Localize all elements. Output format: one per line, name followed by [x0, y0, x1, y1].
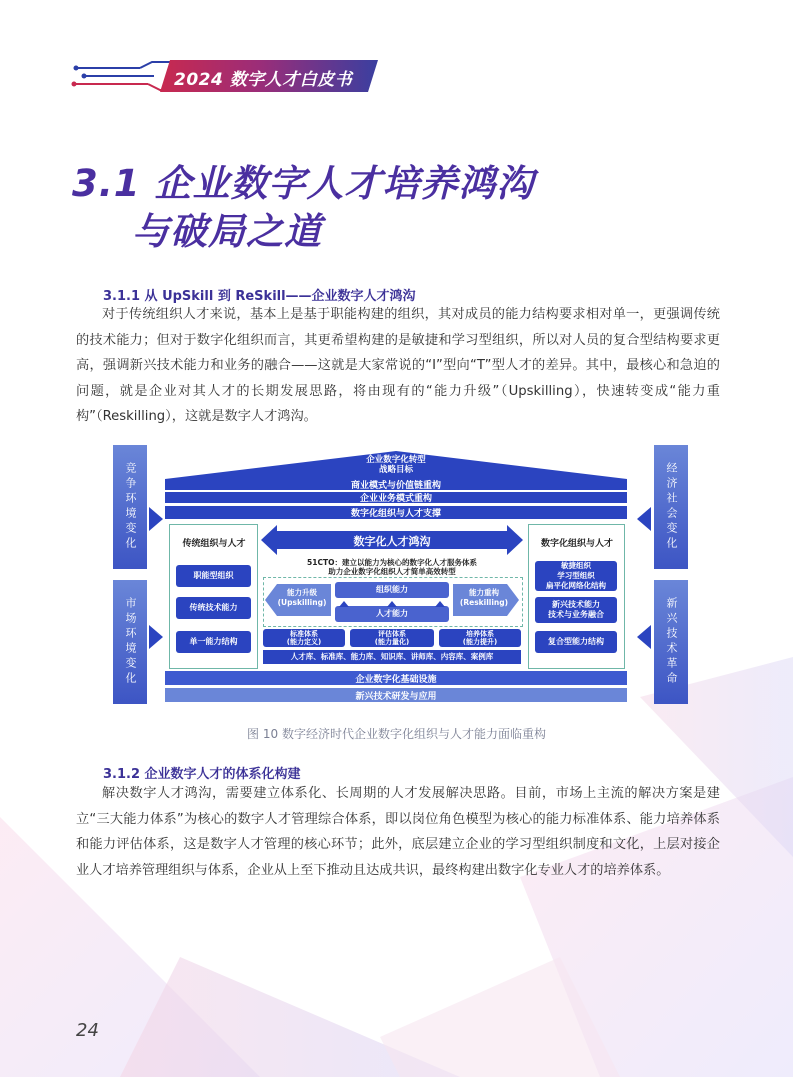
reskill-label: 能力重构 (Reskilling): [459, 588, 509, 607]
roof-line-1: 企业数字化转型: [366, 455, 426, 465]
side-label-left-top: 竞争环境变化: [113, 445, 147, 569]
libraries-bar: 人才库、标准库、能力库、知识库、讲师库、内容库、案例库: [263, 650, 521, 664]
section-heading-1: 3.1.1 从 UpSkill 到 ReSkill——企业数字人才鸿沟: [103, 289, 416, 304]
org-capability: 组织能力: [335, 582, 449, 598]
section-paragraph-2: 解决数字人才鸿沟，需要建立体系化、长周期的人才发展解决思路。目前，市场上主流的解决方案是建立“三大能力体系”为核心的数字人才管理综合体系，即以岗位角色模型为核心的能力标准体系、能力培养体系和能力评估体系，这是数字人才管理的核心环节；此外，底层建立企业的学习型组织制度和文化，上层对接企业人才培养管理组织与体系，企业从上至下推动且达成共识，最终构建出数字化专业人才的培养体系。: [76, 786, 720, 878]
center-line-1: 51CTO：建立以能力为核心的数字化人才服务体系: [307, 558, 477, 567]
banner-text: 2024 数字人才白皮书: [174, 70, 353, 90]
arrow-left-icon: [637, 507, 651, 531]
right-item-1: 敏捷组织 学习型组织 扁平化网络化结构: [535, 561, 617, 591]
right-box-title: 数字化组织与人才: [540, 539, 613, 549]
system-training: 培养体系 (能力提升): [439, 629, 521, 647]
arrow-right-icon: [149, 625, 163, 649]
left-item-2: 传统技术能力: [176, 597, 251, 619]
right-item-3: 复合型能力结构: [535, 631, 617, 653]
base-emerging-tech: 新兴技术研发与应用: [165, 688, 627, 702]
up-arrow-icon: [435, 601, 445, 607]
bar-org-support: 数字化组织与人才支撑: [165, 506, 627, 519]
side-label-right-bottom: 新兴技术革命: [654, 580, 688, 704]
system-evaluation: 评估体系 (能力量化): [350, 629, 434, 647]
right-item-2: 新兴技术能力 技术与业务融合: [535, 597, 617, 623]
left-item-1: 职能型组织: [176, 565, 251, 587]
talent-capability: 人才能力: [335, 606, 449, 622]
figure-caption: 图 10 数字经济时代企业数字化组织与人才能力面临重构: [247, 727, 546, 741]
page-number: 24: [76, 1020, 99, 1041]
section-paragraph-1: 对于传统组织人才来说，基本上是基于职能构建的组织，其对成员的能力结构要求相对单一，更强调传统的技术能力；但对于数字化组织而言，其更希望构建的是敏捷和学习型组织，所以对人员的复合型结构要求更高，强调新兴技术能力和业务的融合——这就是大家常说的“I”型向“T”型人才的差异。其中，最核心和急迫的问题，就是企业对其人才的长期发展思路，将由现有的“能力升级”（Upskilling），快速转变成“能力重构”（Reskilling），这就是数字人才鸿沟。: [76, 307, 720, 424]
gap-title: 数字化人才鸿沟: [353, 535, 431, 548]
center-line-2: 助力企业数字化组织人才简单高效转型: [328, 567, 456, 576]
base-infrastructure: 企业数字化基础设施: [165, 671, 627, 685]
left-box-title: 传统组织与人才: [182, 539, 246, 549]
left-item-3: 单一能力结构: [176, 631, 251, 653]
side-label-right-top: 经济社会变化: [654, 445, 688, 569]
system-standard: 标准体系 (能力定义): [263, 629, 345, 647]
bar-business-model: 商业模式与价值链重构: [165, 479, 627, 490]
side-label-left-bottom: 市场环境变化: [113, 580, 147, 704]
roof-line-2: 战略目标: [378, 465, 413, 475]
header-banner: [70, 60, 380, 92]
page-title: [72, 160, 534, 256]
up-arrow-icon: [339, 601, 349, 607]
title-line-1: 3.1 企业数字人才培养鸿沟: [72, 162, 535, 205]
figure-diagram: [113, 445, 680, 707]
upskill-label: 能力升级 (Upskilling): [277, 588, 327, 607]
arrow-right-icon: [149, 507, 163, 531]
bar-business-mode: 企业业务模式重构: [165, 492, 627, 503]
title-line-2: 与破局之道: [132, 210, 322, 253]
up-arrow-icon: [387, 601, 397, 607]
arrow-left-icon: [637, 625, 651, 649]
section-heading-2: 3.1.2 企业数字人才的体系化构建: [103, 767, 301, 782]
